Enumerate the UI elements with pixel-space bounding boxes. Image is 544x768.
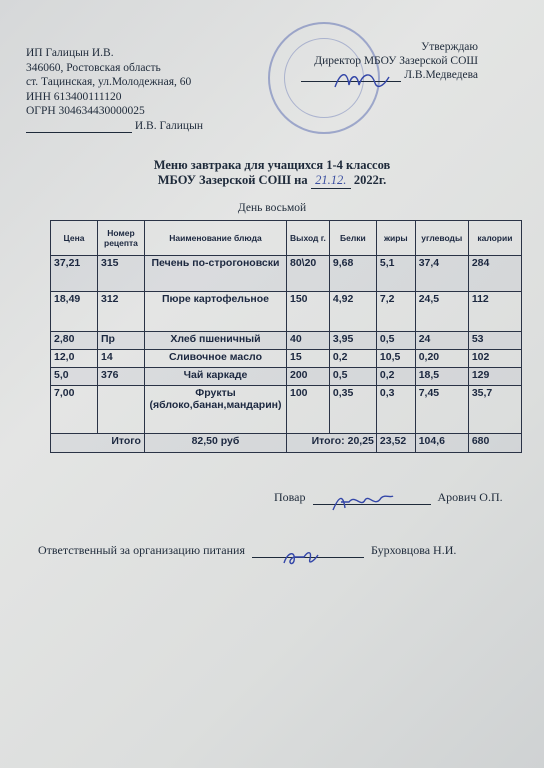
cell-dish: Пюре картофельное: [144, 292, 286, 332]
cell-recipe: Пр: [97, 332, 144, 350]
cell-price: 5,0: [51, 368, 98, 386]
cell-carbs: 24: [415, 332, 468, 350]
cell-recipe: 14: [97, 350, 144, 368]
supplier-ogrn: ОГРН 304634430000025: [26, 105, 145, 117]
total-label-2: [287, 434, 377, 453]
title-line-1: Меню завтрака для учащихся 1-4 классов: [153, 158, 391, 172]
cell-protein: 0,5: [329, 368, 376, 386]
cell-kcal: 102: [468, 350, 521, 368]
approval-block: [282, 40, 478, 82]
cell-protein: 0,35: [329, 386, 376, 434]
responsible-name: Бурховцова Н.И.: [371, 543, 457, 557]
col-carbs: углеводы: [415, 221, 468, 256]
title-line-2: [0, 173, 544, 189]
approval-heading: Утверждаю: [421, 41, 478, 53]
cell-fat: 10,5: [376, 350, 415, 368]
cell-price: 12,0: [51, 350, 98, 368]
approval-signature-line: [282, 68, 478, 82]
cell-yield: 100: [287, 386, 330, 434]
approval-position: Директор МБОУ Зазерской СОШ: [314, 55, 478, 67]
cell-recipe: 312: [97, 292, 144, 332]
cell-protein: 4,92: [329, 292, 376, 332]
cell-carbs: 7,45: [415, 386, 468, 434]
cell-carbs: 24,5: [415, 292, 468, 332]
cell-yield: 80\20: [287, 256, 330, 292]
col-recipe: Номер рецепта: [97, 221, 144, 256]
cook-signature-line: [274, 490, 503, 505]
cell-price: 37,21: [51, 256, 98, 292]
cell-carbs: 0,20: [415, 350, 468, 368]
total-label: Итого: [51, 434, 145, 453]
cell-yield: 150: [287, 292, 330, 332]
col-yield: Выход г.: [287, 221, 330, 256]
title-year: 2022г.: [353, 173, 387, 187]
cell-fat: 0,5: [376, 332, 415, 350]
supplier-signature-line: [26, 119, 203, 134]
cell-protein: 0,2: [329, 350, 376, 368]
cook-label: Повар: [274, 490, 306, 504]
table-row: [51, 350, 522, 368]
cell-yield: 15: [287, 350, 330, 368]
responsible-signature: [280, 547, 320, 569]
document-title: [0, 158, 544, 189]
total-protein: 20,25: [347, 435, 374, 447]
cell-dish: Хлеб пшеничный: [144, 332, 286, 350]
cell-kcal: 129: [468, 368, 521, 386]
cell-fat: 7,2: [376, 292, 415, 332]
cell-dish: Фрукты (яблоко,банан,мандарин): [144, 386, 286, 434]
supplier-address-street: ст. Тацинская, ул.Молодежная, 60: [26, 76, 192, 88]
menu-table: [50, 220, 522, 453]
supplier-address-region: 346060, Ростовская область: [26, 61, 161, 74]
table-row: [51, 292, 522, 332]
table-header-row: [51, 221, 522, 256]
col-fat: жиры: [376, 221, 415, 256]
col-protein: Белки: [329, 221, 376, 256]
cell-dish: Печень по-строгоновски: [144, 256, 286, 292]
cell-price: 18,49: [51, 292, 98, 332]
cell-recipe: [97, 386, 144, 434]
cell-kcal: 53: [468, 332, 521, 350]
supplier-inn: ИНН 613400111120: [26, 90, 122, 103]
col-dish: Наименование блюда: [144, 221, 286, 256]
table-row: [51, 332, 522, 350]
supplier-signatory: И.В. Галицын: [134, 119, 203, 132]
supplier-block: [26, 46, 203, 133]
total-label-2-text: Итого:: [311, 435, 345, 447]
responsible-signature-line: [38, 543, 456, 558]
title-school: МБОУ Зазерской СОШ на: [157, 173, 308, 187]
day-label: День восьмой: [237, 202, 307, 214]
cell-carbs: 37,4: [415, 256, 468, 292]
cell-dish: Сливочное масло: [144, 350, 286, 368]
approval-signatory: Л.В.Медведева: [404, 69, 478, 81]
cell-fat: 5,1: [376, 256, 415, 292]
total-fat: 23,52: [376, 434, 415, 453]
responsible-label: Ответственный за организацию питания: [38, 543, 245, 557]
cell-kcal: 284: [468, 256, 521, 292]
cell-fat: 0,2: [376, 368, 415, 386]
cell-recipe: 315: [97, 256, 144, 292]
cell-fat: 0,3: [376, 386, 415, 434]
cook-signature: [331, 490, 395, 514]
total-kcal: 680: [468, 434, 521, 453]
title-date: 21.12.: [311, 173, 351, 189]
cell-recipe: 376: [97, 368, 144, 386]
cell-protein: 3,95: [329, 332, 376, 350]
cell-kcal: 112: [468, 292, 521, 332]
cell-yield: 40: [287, 332, 330, 350]
cell-price: 7,00: [51, 386, 98, 434]
table-row: [51, 386, 522, 434]
table-row: [51, 256, 522, 292]
col-kcal: калории: [468, 221, 521, 256]
cell-carbs: 18,5: [415, 368, 468, 386]
director-signature: [331, 67, 391, 93]
table-total-row: [51, 434, 522, 453]
cell-price: 2,80: [51, 332, 98, 350]
cook-name: Арович О.П.: [437, 490, 503, 504]
supplier-name: ИП Галицын И.В.: [26, 47, 114, 59]
total-price: 82,50 руб: [144, 434, 286, 453]
cell-protein: 9,68: [329, 256, 376, 292]
col-price: Цена: [51, 221, 98, 256]
cell-yield: 200: [287, 368, 330, 386]
cell-kcal: 35,7: [468, 386, 521, 434]
cell-dish: Чай каркаде: [144, 368, 286, 386]
table-row: [51, 368, 522, 386]
total-carbs: 104,6: [415, 434, 468, 453]
